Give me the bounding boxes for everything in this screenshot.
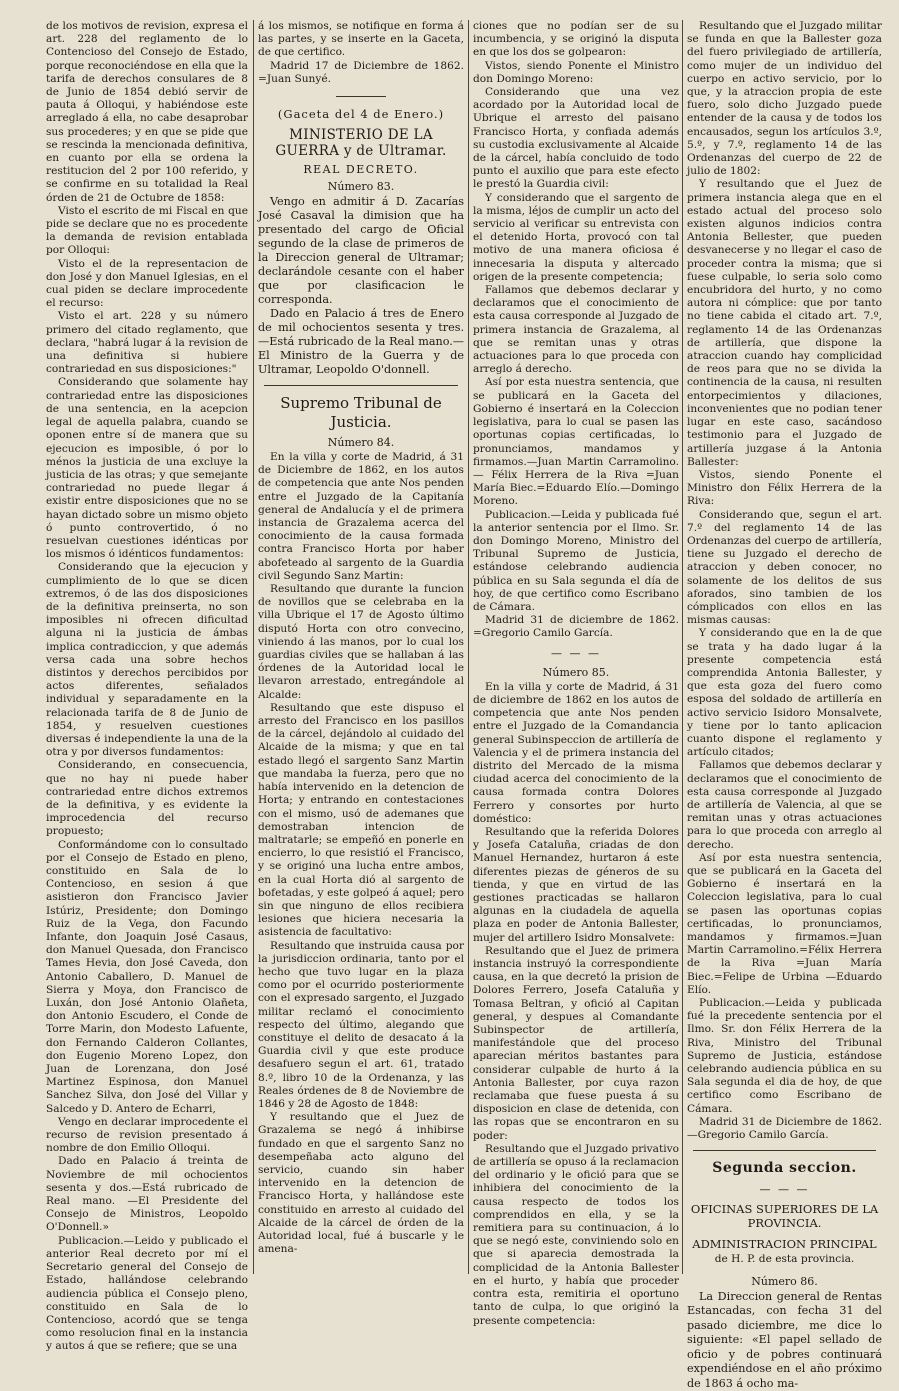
paragraph: Vengo en declarar improcedente el recurso de revision presentado á nombre de don Emilio Olloqui. — [46, 1115, 248, 1155]
paragraph: Publicacion.—Leida y publicada fué la precedente sentencia por el Ilmo. Sr. don Félix Herrera de la Riva, Ministro del Tribunal Supremo de Justicia, estándose celebrando audiencia pública en su Sala segunda el dia de hoy, de que certifico como Escribano de Cámara. — [687, 997, 882, 1115]
paragraph: Resultando que instruida causa por la jurisdiccion ordinaria, tanto por el hecho que tuvo lugar en la plaza como por el ocurrido posteriormente con el expresado sargento, el Juzgado militar reclamó el conocimiento respecto del último, alegando que constituye el delito de desacato á la Guardia civil y que este produce desafuero segun el art. 61, tratado 8.º, libro 10 de la Ordenanza, y las Reales órdenes de 8 de Noviembre de 1846 y 28 de Agosto de 1848: — [258, 939, 464, 1110]
paragraph: Publicacion.—Leido y publicado el anterior Real decreto por mí el Secretario general del Consejo de Estado, hallándose celebrando audiencia pública el Consejo pleno, constituido en Sala de lo Contencioso, acordó que se tenga como resolucion final en la instancia y autos á que se refiere; que se una — [46, 1234, 248, 1353]
ministry-heading: MINISTERIO DE LA GUERRA y de Ultramar. — [275, 127, 447, 160]
paragraph: En la villa y corte de Madrid, á 31 de Diciembre de 1862, en los autos de competencia que ante Nos penden entre el Juzgado de la Capitanía general de Andalucía y el de primera instancia de Grazalema acerca del conocimiento de la causa formada contra Francisco Horta por haber abofeteado al sargento de la Guardia civil Segundo Sanz Martin: — [258, 451, 464, 582]
paragraph: Y resultando que el Juez de Grazalema se negó á inhibirse fundado en que el sargento Sanz no desempeñaba acto alguno del servicio, cuando sin haber intervenido en la detencion de Francisco Horta, y hallándose este constituido en arresto al cuidado del Alcaide de la cárcel de órden de la Autoridad local, fué á buscarle y le amena- — [258, 1111, 464, 1256]
administration-heading: ADMINISTRACION PRINCIPAL — [692, 1237, 877, 1252]
paragraph: Visto el escrito de mi Fiscal en que pide se declare que no es procedente la demanda de revision entablada por Olloqui: — [46, 204, 248, 257]
paragraph: Resultando que el Juzgado militar se funda en que la Ballester goza del fuero privilegiado de artillería, como mujer de un individuo del cuerpo en activo servicio, por lo que, y la atraccion propia de este fuero, solo dicho Juzgado puede entender de la causa y de todos los encausados, segun los artículos 3.º, 5.º, y 7.º, reglamento 14 de las Ordenanzas del cuerpo de 22 de julio de 1802: — [687, 20, 882, 178]
column-1 — [46, 20, 248, 1353]
paragraph: Considerando que, segun el art. 7.º del reglamento 14 de las Ordenanzas del cuerpo de artillería, tiene su Juzgado el derecho de atraccion y deben conocer, no solamente de los delitos de sus aforados, sino tambien de los cómplicados con ellos en las mismas causas: — [687, 508, 882, 627]
paragraph: Resultando que durante la funcion de novillos que se celebraba en la villa Ubrique el 17 de Agosto último disputó Horta con otro convecino, viniendo á las manos, por lo cual los guardias civiles que se hallaban á las órdenes de la Autoridad local le llevaron arrestado, entregándole al Alcalde: — [258, 583, 464, 701]
column-rule — [468, 20, 469, 1274]
paragraph: de los motivos de revision, expresa el art. 228 del reglamento de lo Contencioso del Consejo de Estado, porque reconociéndose en ella que la tarifa de derechos consulares de 8 de Junio de 1854 debió servir de pauta á Olloqui, y habiéndose este arreglado á ella, no cabe desaprobar sus procederes; y en que se pide que se rescinda la mencionada definitiva, en cuanto por ella se ordena la restitucion del 2 por 100 referido, y se confirme en su totalidad la Real órden de 21 de Octubre de 1858: — [46, 20, 248, 204]
paragraph: Considerando que solamente hay contrariedad entre las disposiciones de una sentencia, en la acepcion legal de aquella palabra, cuando se oponen entre sí de manera que su ejecucion es imposible, ó por lo ménos la justicia de una excluye la justicia de las otras; y que semejante contrariedad no puede llegar á existir entre disposiciones que no se hayan dictado sobre un mismo objeto ó punto controvertido, ó no resuelvan cuestiones idénticas por los mismos ó idénticos fundamentos: — [46, 376, 248, 561]
paragraph: Dado en Palacio á treinta de Noviembre de mil ochocientos sesenta y dos.—Está rubricado de Real mano. —El Presidente del Consejo de Ministros, Leopoldo O'Donnell.» — [46, 1155, 248, 1234]
signature: Madrid 17 de Diciembre de 1862. =Juan Sunyé. — [258, 59, 464, 85]
number-heading: Número 85. — [542, 665, 610, 679]
paragraph: Visto el de la representacion de don José y don Manuel Iglesias, en el cual piden se declare improcedente el recurso: — [46, 257, 248, 310]
decree-heading: REAL DECRETO. — [303, 163, 419, 177]
column-rule — [253, 20, 254, 1274]
paragraph: Así por esta nuestra sentencia, que se publicará en la Gaceta del Gobierno é insertará en la Coleccion legislativa, para lo cual se pasen las oportunas copias certificadas, lo pronunciamos, mandamos y firmamos.=Juan Martin Carramolino.=Félix Herrera de la Riva =Juan María Biec.=Felipe de Urbina —Eduardo Elío. — [687, 851, 882, 996]
signature: Madrid 31 de Diciembre de 1862. —Gregorio Camilo García. — [687, 1115, 882, 1142]
number-heading: Número 84. — [327, 436, 395, 450]
paragraph: Así por esta nuestra sentencia, que se publicará en la Gaceta del Gobierno é insertará en la Coleccion legislativa, para lo cual se pasen las oportunas copias certificadas, lo pronunciamos, mandamos y firmamos.—Juan Martin Carramolino.— Félix Herrera de la Riva =Juan María Biec.=Eduardo Elío.—Domingo Moreno. — [473, 376, 679, 508]
paragraph: Resultando que el Juez de primera instancia instruyó la correspondiente causa, en la que decretó la prision de Dolores Ferrero, Josefa Cataluña y Tomasa Beltran, y ofició al Capitan general, y despues al Comandante Subinspector de artillería, manifestándole que del proceso aparecian méritos bastantes para considerar culpable de hurto á la Antonia Ballester, por cuya razon reclamaba que fuese puesta á su disposicion en clase de detenida, con las ropas que se encontraron en su poder: — [473, 944, 679, 1142]
number-heading: Número 83. — [327, 180, 395, 194]
column-2 — [258, 20, 464, 1274]
administration-subheading: de H. P. de esta provincia. — [714, 1253, 855, 1266]
paragraph: Conformándome con lo consultado por el Consejo de Estado en pleno, constituido en Sala de lo Contencioso, en sesion á que asistieron don Francisco Javier Istúriz, Presidente; don Domingo Ruiz de la Vega, don Facundo Infante, don Joaquin José Casaus, don Manuel Quesada, don Francisco Tames Hevia, don José Caveda, don Antonio Caballero, D. Manuel de Sierra y Moya, don Francisco de Luxán, don José Antonio Olañeta, don Antonio Escudero, el Conde de Torre Marin, don Modesto Lafuente, don Fernando Calderon Collantes, don Eugenio Moreno Lopez, don Juan de Lorenzana, don José Martinez Espinosa, don Manuel Sanchez Silva, don José del Villar y Salcedo y D. Antero de Echarri, — [46, 838, 248, 1115]
paragraph: Resultando que el Juzgado privativo de artillería se opuso á la reclamacion del ordinario y le ofició para que se inhibiera del conocimiento de la causa respecto de todos los comprendidos en ella, y se la remitiera para su continuacion, á lo que se negó este, conviniendo solo en que si aparecia demostrada la complicidad de la Antonia Ballester en el hurto, y había que proceder contra esta, remitiria el oportuno tanto de culpa, lo que originó la presente competencia: — [473, 1142, 679, 1327]
divider — [264, 385, 458, 386]
paragraph: Resultando que este dispuso el arresto del Francisco en los pasillos de la cárcel, dejándolo al cuidado del Alcaide de la misma; y que en tal estado llegó el sargento Sanz Martin que mandaba la fuerza, pero que no había intervenido en la detencion de Horta; y entrando en contestaciones con el mismo, usó de ademanes que demostraban intencion de maltratarle; se empeñó en ponerle en encierro, lo que resistió el Francisco, y se originó una lucha entre ambos, en la cual Horta dió al sargento de bofetadas, y este golpeó á aquel; pero sin que ninguno de ellos recibiera lesiones que hiciera necesaria la asistencia de facultativo: — [258, 701, 464, 939]
paragraph: ciones que no podían ser de su incumbencia, y se originó la disputa en que los dos se golpearon: — [473, 20, 679, 59]
number-heading: Número 86. — [751, 1274, 818, 1288]
paragraph: Resultando que la referida Dolores y Josefa Cataluña, criadas de don Manuel Hernandez, hurtaron á este diferentes piezas de géneros de su tienda, y que en virtud de las gestiones practicadas se hallaron algunas en la ciudadela de aquella plaza en poder de Antonia Ballester, mujer del artillero Isidro Monsalvete: — [473, 825, 679, 944]
gaceta-reference: (Gaceta del 4 de Enero.) — [277, 107, 445, 122]
paragraph: En la villa y corte de Madrid, á 31 de diciembre de 1862 en los autos de competencia que ante Nos penden entre el Juzgado de la Comandancia general Subinspeccion de artillería de Valencia y el de primera instancia del distrito del Mercado de la misma ciudad acerca del conocimiento de la causa formada contra Dolores Ferrero y consortes por hurto doméstico: — [473, 680, 679, 825]
paragraph: La Direccion general de Rentas Estancadas, con fecha 31 del pasado diciembre, me dice lo siguiente: «El papel sellado de oficio y de pobres continuará expendiéndose en el año próximo de 1863 á ocho ma- — [687, 1289, 882, 1390]
paragraph: Considerando que una vez acordado por la Autoridad local de Ubrique el arresto del paisano Francisco Horta, y confiada además su custodia exclusivamente al Alcaide de la cárcel, había concluido de todo punto el auxilio que para este efecto le prestó la Guardia civil: — [473, 86, 679, 191]
offices-heading: OFICINAS SUPERIORES DE LA PROVINCIA. — [690, 1202, 879, 1231]
section-heading: Segunda seccion. — [712, 1160, 857, 1177]
paragraph: Fallamos que debemos declarar y declaramos que el conocimiento de esta causa corresponde al Juzgado de primera instancia de Grazalema, al que se remitan unas y otras actuaciones para lo que proceda con arreglo á derecho. — [473, 284, 679, 376]
paragraph: Visto el art. 228 y su número primero del citado reglamento, que declara, "habrá lugar á la revision de una definitiva si hubiere contrariedad en sus disposiciones:" — [46, 310, 248, 376]
paragraph: Y resultando que el Juez de primera instancia alega que en el estado actual del proceso solo existen algunos indicios contra Antonia Bellester, que pueden desvanecerse y no llegar el caso de proceder contra la misma; que si fuese culpable, lo seria solo como encubridora del hurto, y no como autora ni cómplice: que por tanto no tiene cabida el citado art. 7.º, reglamento 14 de las Ordenanzas de artillería, que dispone la atraccion cuando hay complicidad de reos para que no se divida la continencia de la causa, ni resulten entorpecimientos y dilaciones, inconvenientes que no podian tener lugar en este caso, sacándoso testimonio para el Juzgado de artillería juzgase á la Antonia Ballester: — [687, 178, 882, 468]
divider: — — — — [551, 646, 601, 660]
paragraph: Fallamos que debemos declarar y declaramos que el conocimiento de esta causa corresponde al Juzgado de artillería de Valencia, al que se remitan unas y otras actuaciones para lo que proceda con arreglo al derecho. — [687, 759, 882, 851]
divider — [336, 96, 386, 97]
tribunal-heading: Supremo Tribunal de Justicia. — [280, 394, 442, 432]
divider: — — — — [759, 1183, 810, 1197]
paragraph: á los mismos, se notifique en forma á las partes, y se inserte en la Gaceta, de que certifico. — [258, 20, 464, 59]
paragraph: Vistos, siendo Ponente el Ministro don Félix Herrera de la Riva: — [687, 468, 882, 508]
column-rule — [682, 20, 683, 1274]
divider — [693, 1150, 876, 1151]
signature: Dado en Palacio á tres de Enero de mil ochocientos sesenta y tres. —Está rubricado de la Real mano.— El Ministro de la Guerra y de Ultramar, Leopoldo O'donnell. — [258, 307, 464, 377]
paragraph: Publicacion.—Leida y publicada fué la anterior sentencia por el Ilmo. Sr. don Domingo Moreno, Ministro del Tribunal Supremo de Justicia, estándose celebrando audiencia pública en su Sala segunda el día de hoy, de que certifico como Escribano de Cámara. — [473, 508, 679, 613]
paragraph: Y considerando que el sargento de la misma, léjos de cumplir un acto del servicio al verificar su entrevista con el detenido Horta, provocó con tal motivo de una manera oficiosa é innecesaria la disputa y altercado origen de la presente competencia; — [473, 191, 679, 283]
column-4 — [687, 20, 882, 1390]
column-3 — [473, 20, 679, 1327]
paragraph: Considerando, en consecuencia, que no hay ni puede haber contrariedad entre dichos extremos de la definitiva, y es evidente la improcedencia del recurso propuesto; — [46, 759, 248, 838]
signature: Madrid 31 de diciembre de 1862. =Gregorio Camilo García. — [473, 614, 679, 640]
paragraph: Considerando que la ejecucion y cumplimiento de lo que se dicen extremos, ó de las dos disposiciones de la definitiva preinserta, no son imposibles ni ofrecen dificultad alguna ni la justicia de ámbas implica contradiccion, y que además versa cada una sobre hechos distintos y derechos percibidos por actos diferentes, señalados individual y separadamente en la relacionada tarifa de 8 de Junio de 1854, y resuelven cuestiones diversas é independiente la una de la otra y por diversos fundamentos: — [46, 561, 248, 759]
paragraph: Vistos, siendo Ponente el Ministro don Domingo Moreno: — [473, 59, 679, 85]
paragraph: Vengo en admitir á D. Zacarías José Casaval la dimision que ha presentado del cargo de Oficial segundo de la clase de primeros de la Direccion general de Ultramar; declarándole cesante con el haber que por clasificacion le corresponda. — [258, 195, 464, 307]
paragraph: Y considerando que en la de que se trata y ha dado lugar á la presente competencia está comprendida Antonia Ballester, y que esta goza del fuero como esposa del soldado de artillería en activo servicio Isidoro Monsalvete, y tiene por lo tanto aplicacion cuanto dispone el reglamento y artículo citados; — [687, 627, 882, 759]
